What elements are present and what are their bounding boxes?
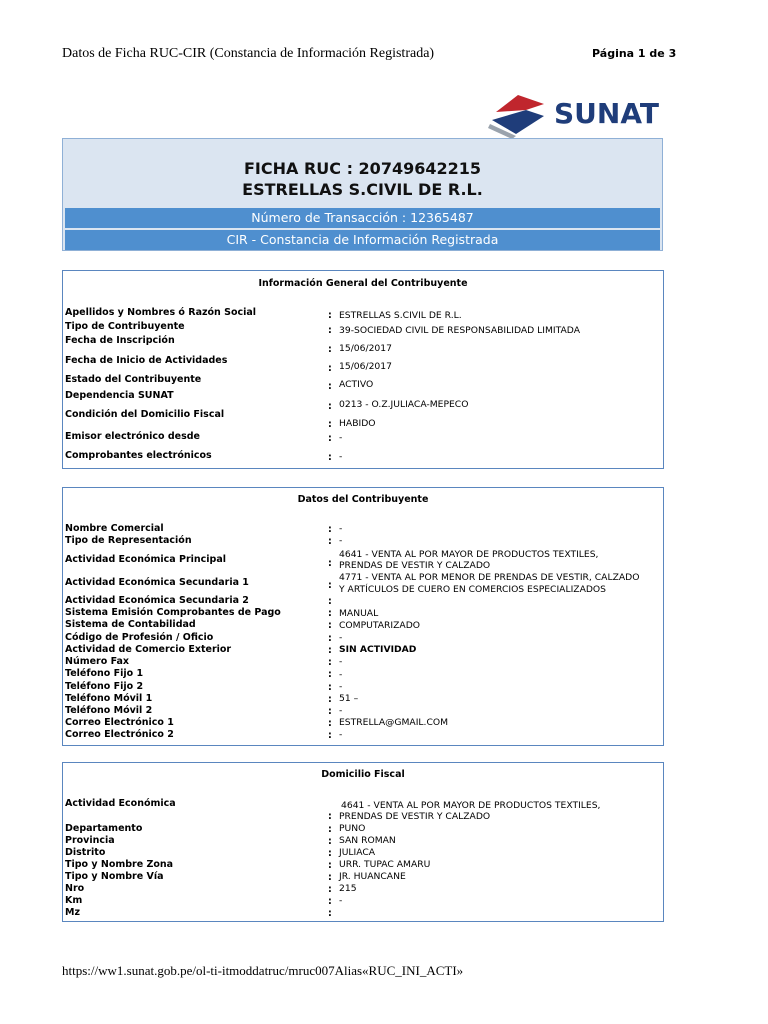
ficha-ruc-number: FICHA RUC : 20749642215 [243, 159, 482, 178]
field-value: - [339, 705, 343, 716]
taxpayer-data-section: Datos del Contribuyente Nombre Comercial Tipo de Representación Actividad Económica Principal Actividad Económica Secundaria 1 Actividad Económica Secundaria 2 Sistema Emisión Comprobantes de Pago Sistema de Contabilidad Código de Profesión / Oficio Actividad de Comercio Exterior Número Fax Teléfono Fijo 1 Teléfono Fijo 2 Teléfono Móvil 1 Teléfono Móvil 2 Correo Electrónico 1 Correo Electrónico 2 : : : : : : : : : : : : : : : : - - 4641 - VENTA AL POR MAYOR DE PRODUCTOS TEXTILES, PRENDAS DE VESTIR Y CALZADO 4771 - VENTA AL POR MENOR DE PRENDAS DE VESTIR, CALZADO Y ARTÍCULOS DE CUERO EN COMERCIOS ESPECIALIZADOS MANUAL COMPUTARIZADO - SIN ACTIVIDAD - - - 51 – - ESTRELLA@GMAIL.COM - [62, 487, 664, 746]
field-label: Número Fax [65, 656, 130, 667]
ficha-ruc-panel [62, 138, 663, 251]
section-title: Información General del Contribuyente [258, 278, 468, 289]
field-label: Mz [65, 907, 80, 918]
field-value: - [339, 432, 343, 443]
field-value: - [339, 895, 343, 906]
field-value: 4771 - VENTA AL POR MENOR DE PRENDAS DE VESTIR, CALZADO [339, 572, 640, 583]
field-value: SIN ACTIVIDAD [339, 644, 417, 655]
field-label: Correo Electrónico 2 [65, 729, 174, 740]
field-label: Teléfono Fijo 1 [65, 668, 144, 679]
field-label: Actividad de Comercio Exterior [65, 644, 232, 655]
field-value: PUNO [339, 823, 366, 834]
field-value: MANUAL [339, 608, 379, 619]
field-label: Teléfono Fijo 2 [65, 681, 144, 692]
field-value: PRENDAS DE VESTIR Y CALZADO [339, 811, 491, 822]
field-label: Dependencia SUNAT [65, 390, 174, 401]
field-label: Tipo de Representación [65, 535, 192, 546]
field-value: URR. TUPAC AMARU [339, 859, 431, 870]
logo-text: SUNAT [554, 97, 659, 130]
field-label: Fecha de Inicio de Actividades [65, 355, 228, 366]
field-label: Tipo y Nombre Zona [65, 859, 174, 870]
cir-bar: CIR - Constancia de Información Registrada [65, 230, 660, 250]
field-label: Departamento [65, 823, 143, 834]
field-value: JULIACA [339, 847, 376, 858]
field-value: - [339, 523, 343, 534]
field-label: Código de Profesión / Oficio [65, 632, 214, 643]
field-label: Tipo de Contribuyente [65, 321, 185, 332]
field-label: Fecha de Inscripción [65, 335, 175, 346]
field-value: SAN ROMAN [339, 835, 396, 846]
field-value: - [339, 535, 343, 546]
sunat-logo [486, 90, 666, 140]
field-value: 15/06/2017 [339, 361, 392, 372]
section-title: Domicilio Fiscal [321, 769, 405, 780]
field-value: 15/06/2017 [339, 343, 392, 354]
field-label: Comprobantes electrónicos [65, 450, 212, 461]
field-value: 4641 - VENTA AL POR MAYOR DE PRODUCTOS TEXTILES, [341, 800, 601, 811]
page-number: Página 1 de 3 [592, 47, 677, 60]
field-value: PRENDAS DE VESTIR Y CALZADO [339, 560, 491, 571]
field-label: Actividad Económica Secundaria 1 [65, 577, 249, 588]
fiscal-address-section: Domicilio Fiscal Actividad Económica Departamento Provincia Distrito Tipo y Nombre Zona Tipo y Nombre Vía Nro Km Mz : : : : : : : : : 4641 - VENTA AL POR MAYOR DE PRODUCTOS TEXTILES, PRENDAS DE VESTIR Y CALZADO PUNO SAN ROMAN JULIACA URR. TUPAC AMARU JR. HUANCANE 215 - [62, 762, 664, 922]
field-value: COMPUTARIZADO [339, 620, 420, 631]
section-title: Datos del Contribuyente [297, 494, 429, 505]
field-value: - [339, 451, 343, 462]
field-value: - [339, 632, 343, 643]
field-label: Emisor electrónico desde [65, 431, 200, 442]
field-label: Distrito [65, 847, 106, 858]
field-value: ESTRELLAS S.CIVIL DE R.L. [339, 310, 462, 321]
field-label: Actividad Económica Principal [65, 554, 227, 565]
field-label: Teléfono Móvil 2 [65, 705, 153, 716]
field-value: HABIDO [339, 418, 376, 429]
field-value: ESTRELLA@GMAIL.COM [339, 717, 449, 728]
field-label: Correo Electrónico 1 [65, 717, 174, 728]
field-label: Provincia [65, 835, 115, 846]
field-label: Actividad Económica Secundaria 2 [65, 595, 249, 606]
field-label: Condición del Domicilio Fiscal [65, 409, 225, 420]
transaction-number-bar: Número de Transacción : 12365487 [65, 208, 660, 228]
field-value: - [339, 681, 343, 692]
document-header-title: Datos de Ficha RUC-CIR (Constancia de Información Registrada) [62, 46, 435, 61]
field-value: 51 – [339, 693, 359, 704]
ficha-company-name: ESTRELLAS S.CIVIL DE R.L. [242, 180, 483, 199]
field-label: Sistema Emisión Comprobantes de Pago [65, 607, 281, 618]
field-label: Teléfono Móvil 1 [65, 693, 153, 704]
footer-url: https://ww1.sunat.gob.pe/ol-ti-itmoddatruc/mruc007Alias«RUC_INI_ACTI» [62, 963, 464, 978]
general-info-section: Información General del Contribuyente Apellidos y Nombres ó Razón Social : ESTRELLAS S.CIVIL DE R.L. Tipo de Contribuyente : 39-SOCIEDAD CIVIL DE RESPONSABILIDAD LIMITADA Fecha de Inscripción : 15/06/2017 Fecha de Inicio de Actividades : 15/06/2017 Estado del Contribuyente : ACTIVO Dependencia SUNAT : 0213 - O.Z.JULIACA-MEPECO Condición del Domicilio Fiscal : HABIDO Emisor electrónico desde : - Comprobantes electrónicos : - [62, 270, 664, 469]
field-label: Nro [65, 883, 85, 894]
field-value: - [339, 729, 343, 740]
field-value: 4641 - VENTA AL POR MAYOR DE PRODUCTOS TEXTILES, [339, 549, 599, 560]
field-label: Estado del Contribuyente [65, 374, 202, 385]
field-value: Y ARTÍCULOS DE CUERO EN COMERCIOS ESPECIALIZADOS [339, 584, 606, 595]
field-label: Actividad Económica [65, 798, 176, 809]
field-value: 215 [339, 883, 357, 894]
sunat-logo-icon [486, 90, 556, 140]
field-label: Apellidos y Nombres ó Razón Social [65, 307, 257, 318]
field-label: Sistema de Contabilidad [65, 619, 196, 630]
field-value: ACTIVO [339, 379, 374, 390]
field-value: 39-SOCIEDAD CIVIL DE RESPONSABILIDAD LIMITADA [339, 325, 580, 336]
field-value: - [339, 669, 343, 680]
field-value: JR. HUANCANE [339, 871, 406, 882]
field-label: Tipo y Nombre Vía [65, 871, 164, 882]
field-label: Nombre Comercial [65, 523, 164, 534]
field-value: - [339, 656, 343, 667]
field-value: 0213 - O.Z.JULIACA-MEPECO [339, 399, 469, 410]
field-label: Km [65, 895, 83, 906]
